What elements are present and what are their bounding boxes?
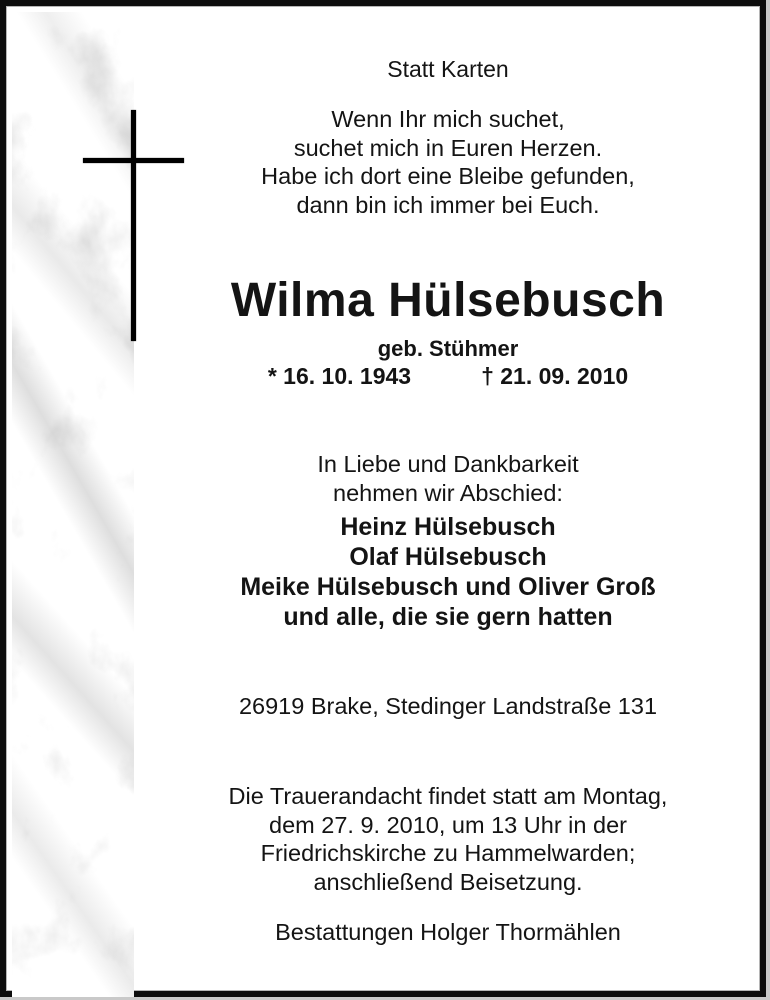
cross-icon [131, 110, 136, 341]
farewell-intro [134, 450, 762, 507]
funeral-home-name: Bestattungen Holger Thormählen [275, 919, 621, 945]
service-details [134, 782, 762, 896]
deceased-name: Wilma Hülsebusch [230, 274, 666, 327]
farewell-line: In Liebe und Dankbarkeit [317, 451, 579, 477]
birth-date: * 16. 10. 1943 [267, 363, 412, 389]
service-line: Die Trauerandacht findet statt am Montag, [228, 783, 668, 809]
life-dates [134, 363, 762, 389]
verse-line: dann bin ich immer bei Euch. [296, 191, 600, 218]
death-date: † 21. 09. 2010 [481, 363, 629, 389]
memorial-verse [134, 105, 762, 219]
mourner-line: und alle, die sie gern hatten [283, 603, 613, 631]
home-address: 26919 Brake, Stedinger Landstraße 131 [238, 693, 658, 719]
verse-line: suchet mich in Euren Herzen. [293, 134, 603, 161]
mourner-line: Olaf Hülsebusch [349, 543, 547, 571]
verse-line: Habe ich dort eine Bleibe gefunden, [261, 163, 635, 190]
statt-karten-header: Statt Karten [387, 56, 509, 82]
notice-text-column [134, 6, 762, 1000]
verse-line: Wenn Ihr mich suchet, [331, 106, 565, 132]
maiden-name: geb. Stühmer [377, 336, 519, 361]
service-line: anschließend Beisetzung. [313, 868, 583, 895]
service-line: Friedrichskirche zu Hammelwarden; [260, 840, 636, 867]
service-line: dem 27. 9. 2010, um 13 Uhr in der [269, 811, 627, 838]
farewell-line: nehmen wir Abschied: [333, 479, 563, 506]
mourner-line: Meike Hülsebusch und Oliver Groß [240, 573, 656, 601]
cross-icon [83, 158, 184, 163]
mourners-list [134, 512, 762, 632]
mourner-line: Heinz Hülsebusch [340, 513, 556, 541]
